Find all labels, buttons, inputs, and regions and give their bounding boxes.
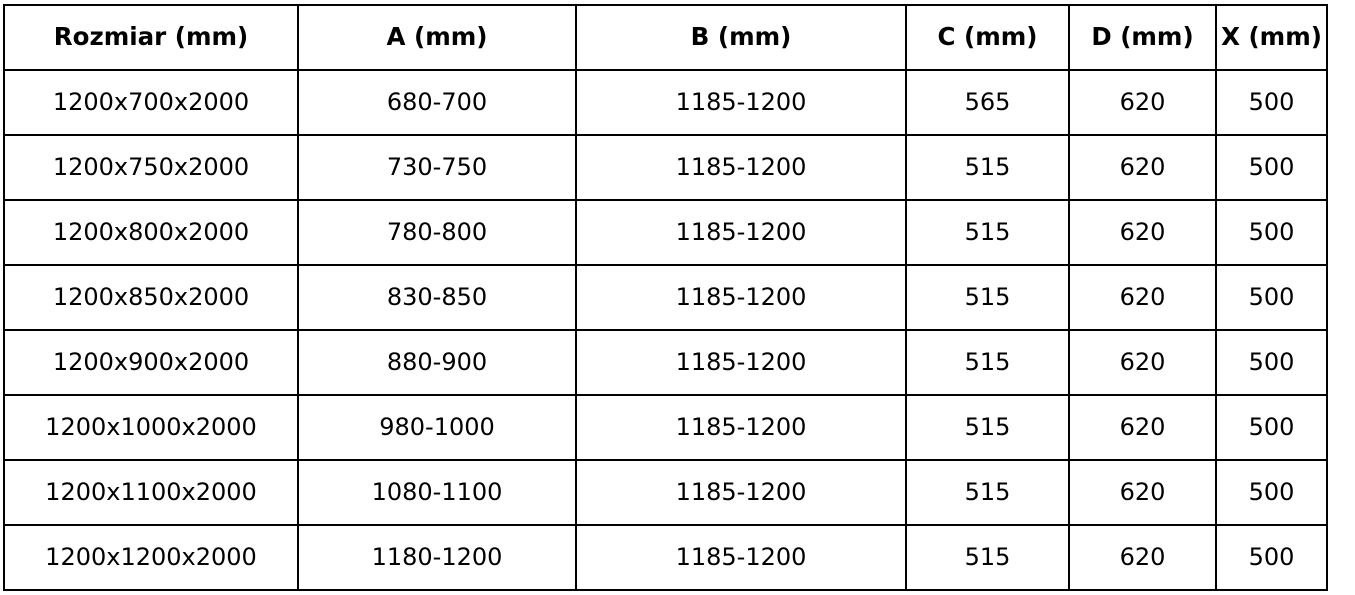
table-row — [4, 460, 1327, 525]
cell-x: 500 — [1216, 200, 1327, 265]
table-row — [4, 330, 1327, 395]
table-row — [4, 70, 1327, 135]
cell-d: 620 — [1069, 395, 1216, 460]
cell-d: 620 — [1069, 70, 1216, 135]
cell-a: 880-900 — [298, 330, 576, 395]
cell-rozmiar: 1200x1100x2000 — [4, 460, 298, 525]
cell-rozmiar: 1200x1200x2000 — [4, 525, 298, 590]
column-header-d: D (mm) — [1069, 5, 1216, 70]
cell-c: 515 — [906, 525, 1069, 590]
table-row — [4, 525, 1327, 590]
cell-c: 515 — [906, 200, 1069, 265]
cell-a: 1080-1100 — [298, 460, 576, 525]
cell-a: 730-750 — [298, 135, 576, 200]
column-header-c: C (mm) — [906, 5, 1069, 70]
cell-x: 500 — [1216, 70, 1327, 135]
cell-c: 515 — [906, 330, 1069, 395]
cell-rozmiar: 1200x700x2000 — [4, 70, 298, 135]
cell-c: 515 — [906, 135, 1069, 200]
table-row — [4, 265, 1327, 330]
cell-c: 515 — [906, 395, 1069, 460]
cell-b: 1185-1200 — [576, 265, 906, 330]
cell-b: 1185-1200 — [576, 460, 906, 525]
cell-x: 500 — [1216, 330, 1327, 395]
cell-d: 620 — [1069, 525, 1216, 590]
table-header-row — [4, 5, 1327, 70]
cell-a: 780-800 — [298, 200, 576, 265]
column-header-b: B (mm) — [576, 5, 906, 70]
cell-rozmiar: 1200x1000x2000 — [4, 395, 298, 460]
cell-a: 980-1000 — [298, 395, 576, 460]
cell-b: 1185-1200 — [576, 330, 906, 395]
dimensions-table — [3, 4, 1328, 591]
cell-d: 620 — [1069, 460, 1216, 525]
cell-x: 500 — [1216, 525, 1327, 590]
cell-c: 515 — [906, 460, 1069, 525]
column-header-rozmiar: Rozmiar (mm) — [4, 5, 298, 70]
cell-b: 1185-1200 — [576, 70, 906, 135]
cell-d: 620 — [1069, 135, 1216, 200]
cell-a: 680-700 — [298, 70, 576, 135]
table-row — [4, 135, 1327, 200]
table-row — [4, 200, 1327, 265]
cell-b: 1185-1200 — [576, 135, 906, 200]
cell-a: 1180-1200 — [298, 525, 576, 590]
cell-x: 500 — [1216, 460, 1327, 525]
cell-b: 1185-1200 — [576, 525, 906, 590]
cell-rozmiar: 1200x750x2000 — [4, 135, 298, 200]
dimensions-table-container — [0, 4, 1355, 595]
cell-d: 620 — [1069, 200, 1216, 265]
cell-c: 565 — [906, 70, 1069, 135]
cell-b: 1185-1200 — [576, 200, 906, 265]
cell-rozmiar: 1200x900x2000 — [4, 330, 298, 395]
column-header-x: X (mm) — [1216, 5, 1327, 70]
cell-b: 1185-1200 — [576, 395, 906, 460]
cell-rozmiar: 1200x850x2000 — [4, 265, 298, 330]
cell-rozmiar: 1200x800x2000 — [4, 200, 298, 265]
cell-a: 830-850 — [298, 265, 576, 330]
cell-x: 500 — [1216, 395, 1327, 460]
cell-d: 620 — [1069, 265, 1216, 330]
cell-x: 500 — [1216, 265, 1327, 330]
cell-d: 620 — [1069, 330, 1216, 395]
cell-c: 515 — [906, 265, 1069, 330]
table-row — [4, 395, 1327, 460]
column-header-a: A (mm) — [298, 5, 576, 70]
cell-x: 500 — [1216, 135, 1327, 200]
